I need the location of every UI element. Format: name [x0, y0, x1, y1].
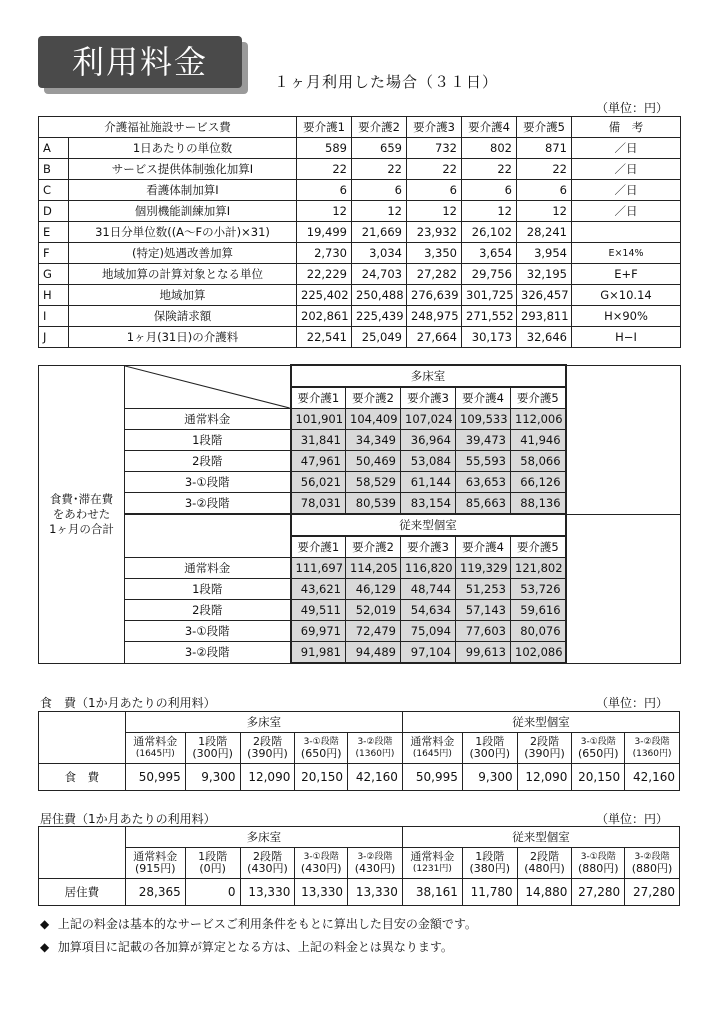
tier-header-cell	[185, 733, 240, 764]
value-cell: 27,280	[625, 879, 680, 906]
row-label: 看護体制加算Ⅰ	[69, 180, 297, 201]
value-cell: 51,253	[456, 579, 511, 600]
value-cell: 114,205	[346, 558, 401, 579]
value-cell: 6	[407, 180, 462, 201]
table-row	[39, 159, 681, 180]
tier-price: (430円)	[247, 862, 288, 875]
tier-header-cell	[402, 733, 462, 764]
value-cell: 23,932	[407, 222, 462, 243]
row-label: 個別機能訓練加算Ⅰ	[69, 201, 297, 222]
tier-header-cell	[462, 848, 517, 879]
side-label-line: 食費･滞在費	[49, 491, 114, 506]
value-cell: 83,154	[401, 493, 456, 515]
note-1-text: 上記の料金は基本的なサービスご利用条件をもとに算出した目安の金額です。	[57, 917, 477, 931]
value-cell: 58,066	[511, 451, 566, 472]
tier-price: (0円)	[199, 862, 226, 875]
value-cell: 42,160	[348, 764, 403, 791]
blank-note-cell	[566, 514, 681, 663]
value-cell: 3,350	[407, 243, 462, 264]
value-cell: 9,300	[185, 764, 240, 791]
value-cell: 85,663	[456, 493, 511, 515]
row-code: F	[39, 243, 69, 264]
tier-label: 2段階	[125, 600, 291, 621]
unit-label: （単位：円）	[596, 101, 669, 115]
tier-name: 2段階	[252, 735, 282, 748]
value-cell: 61,144	[401, 472, 456, 493]
row-label: (特定)処遇改善加算	[69, 243, 297, 264]
tier-header-cell	[462, 733, 517, 764]
value-cell: 22	[297, 159, 352, 180]
tier-name: 1段階	[475, 735, 505, 748]
value-cell: 802	[462, 138, 517, 159]
tier-price: (1645円)	[135, 749, 175, 759]
row-label: 1ヶ月(31日)の介護料	[69, 327, 297, 348]
value-cell: 3,954	[517, 243, 572, 264]
value-cell: 9,300	[462, 764, 517, 791]
tier-name: 3-①段階	[580, 737, 616, 747]
value-cell: 26,102	[462, 222, 517, 243]
row-label: 地域加算の計算対象となる単位	[69, 264, 297, 285]
tier-label: 1段階	[125, 430, 291, 451]
tier-price: (1360円)	[355, 749, 395, 759]
row-code: C	[39, 180, 69, 201]
value-cell: 225,402	[297, 285, 352, 306]
tier-name: 1段階	[475, 850, 505, 863]
value-cell: 22,229	[297, 264, 352, 285]
value-cell: 24,703	[352, 264, 407, 285]
tier-header-cell	[625, 848, 680, 879]
tier-name: 3-②段階	[357, 852, 393, 862]
value-cell: 99,613	[456, 642, 511, 664]
tier-name: 3-②段階	[357, 737, 393, 747]
tier-price: (650円)	[577, 747, 619, 760]
tier-header-cell	[240, 848, 295, 879]
housing-section-title: 居住費（1か月あたりの利用料）	[40, 812, 216, 826]
food-unit: （単位：円）	[596, 696, 669, 710]
value-cell: 112,006	[511, 409, 566, 430]
value-cell: 119,329	[456, 558, 511, 579]
row-label: サービス提供体制強化加算Ⅰ	[69, 159, 297, 180]
room-header-row	[39, 365, 681, 387]
tier-header-cell	[625, 733, 680, 764]
tier-label: 2段階	[125, 451, 291, 472]
value-cell: 102,086	[511, 642, 566, 664]
value-cell: 871	[517, 138, 572, 159]
value-cell: 20,150	[295, 764, 348, 791]
tier-name: 2段階	[530, 850, 560, 863]
combined-fee-table	[38, 364, 681, 664]
row-label: 保険請求額	[69, 306, 297, 327]
tier-label: 3-①段階	[125, 621, 291, 642]
row-code: I	[39, 306, 69, 327]
tier-header-cell	[348, 848, 403, 879]
tier-name: 通常料金	[133, 735, 178, 748]
value-cell: 659	[352, 138, 407, 159]
level-header-cell: 要介護1	[291, 387, 346, 409]
value-cell: 22	[517, 159, 572, 180]
room-type-header: 従来型個室	[291, 514, 566, 536]
row-label: 地域加算	[69, 285, 297, 306]
housing-fee-table	[38, 826, 680, 906]
value-cell: 12,090	[517, 764, 572, 791]
value-cell: 589	[297, 138, 352, 159]
tier-price: (390円)	[247, 747, 288, 760]
title-box	[38, 36, 246, 90]
tier-price: (390円)	[524, 747, 565, 760]
header-cell: 要介護3	[407, 117, 462, 138]
value-cell: 6	[352, 180, 407, 201]
table-row	[39, 764, 680, 791]
tier-header-cell	[517, 848, 572, 879]
value-cell: 301,725	[462, 285, 517, 306]
value-cell: 276,639	[407, 285, 462, 306]
level-header-cell: 要介護1	[291, 536, 346, 558]
tier-label: 通常料金	[125, 409, 291, 430]
value-cell: 12	[517, 201, 572, 222]
tier-price: (915円)	[135, 862, 176, 875]
row-note: ／日	[572, 201, 681, 222]
room-group-header: 多床室	[125, 712, 402, 733]
tier-price: (1360円)	[632, 749, 672, 759]
row-label: 居住費	[39, 879, 126, 906]
food-fee-table	[38, 711, 680, 791]
row-note: ／日	[572, 138, 681, 159]
diagonal-line	[125, 366, 290, 408]
tier-price: (380円)	[469, 862, 511, 875]
row-code: J	[39, 327, 69, 348]
value-cell: 116,820	[401, 558, 456, 579]
blank-label-cell	[125, 514, 291, 558]
main-fee-table	[38, 116, 681, 348]
value-cell: 94,489	[346, 642, 401, 664]
value-cell: 88,136	[511, 493, 566, 515]
value-cell: 6	[297, 180, 352, 201]
value-cell: 22	[352, 159, 407, 180]
value-cell: 12	[462, 201, 517, 222]
tier-name: 1段階	[198, 850, 228, 863]
tier-label: 3-②段階	[125, 642, 291, 664]
value-cell: 21,669	[352, 222, 407, 243]
group-header-row	[39, 712, 680, 733]
table-header-row	[39, 117, 681, 138]
value-cell: 53,084	[401, 451, 456, 472]
value-cell: 55,593	[456, 451, 511, 472]
value-cell: 109,533	[456, 409, 511, 430]
value-cell: 27,664	[407, 327, 462, 348]
value-cell: 27,280	[572, 879, 625, 906]
level-header-cell: 要介護3	[401, 387, 456, 409]
tier-header-cell	[295, 733, 348, 764]
tier-price: (430円)	[300, 862, 342, 875]
value-cell: 39,473	[456, 430, 511, 451]
tier-header-cell	[240, 733, 295, 764]
value-cell: 69,971	[291, 621, 346, 642]
row-label: 31日分単位数((A～Fの小計)×31)	[69, 222, 297, 243]
tier-header-cell	[125, 733, 185, 764]
tier-header-cell	[125, 848, 185, 879]
tier-name: 通常料金	[133, 850, 178, 863]
room-type-header: 多床室	[291, 365, 566, 387]
tier-header-row	[39, 733, 680, 764]
value-cell: 271,552	[462, 306, 517, 327]
row-label: 食 費	[39, 764, 126, 791]
value-cell: 54,634	[401, 600, 456, 621]
room-header-row	[39, 514, 681, 536]
group-header-row	[39, 827, 680, 848]
row-note: H−I	[572, 327, 681, 348]
tier-header-cell	[348, 733, 403, 764]
value-cell: 248,975	[407, 306, 462, 327]
tier-name: 1段階	[198, 735, 228, 748]
note-2	[40, 938, 453, 955]
value-cell: 250,488	[352, 285, 407, 306]
page-subtitle: １ヶ月利用した場合（３１日）	[274, 73, 499, 91]
header-cell: 要介護1	[297, 117, 352, 138]
table-row	[39, 327, 681, 348]
row-code: A	[39, 138, 69, 159]
tier-header-cell	[572, 733, 625, 764]
tier-price: (300円)	[192, 747, 233, 760]
row-code: B	[39, 159, 69, 180]
header-cell: 介護福祉施設サービス費	[39, 117, 297, 138]
value-cell: 34,349	[346, 430, 401, 451]
tier-price: (880円)	[577, 862, 619, 875]
value-cell: 111,697	[291, 558, 346, 579]
value-cell: 80,539	[346, 493, 401, 515]
value-cell: 66,126	[511, 472, 566, 493]
value-cell: 104,409	[346, 409, 401, 430]
value-cell: 14,880	[517, 879, 572, 906]
room-group-header: 従来型個室	[402, 827, 679, 848]
value-cell: 32,646	[517, 327, 572, 348]
row-note: E×14%	[572, 243, 681, 264]
value-cell: 3,654	[462, 243, 517, 264]
diagonal-cell	[125, 365, 291, 409]
bullet-diamond-icon: ◆	[40, 917, 50, 931]
value-cell: 6	[517, 180, 572, 201]
value-cell: 53,726	[511, 579, 566, 600]
value-cell: 46,129	[346, 579, 401, 600]
tier-name: 3-②段階	[634, 737, 670, 747]
value-cell: 732	[407, 138, 462, 159]
value-cell: 12	[407, 201, 462, 222]
tier-name: 2段階	[530, 735, 560, 748]
table-row	[39, 264, 681, 285]
value-cell: 30,173	[462, 327, 517, 348]
value-cell: 56,021	[291, 472, 346, 493]
tier-name: 3-①段階	[580, 852, 616, 862]
value-cell: 25,049	[352, 327, 407, 348]
blank-corner-cell	[39, 712, 126, 764]
value-cell: 43,621	[291, 579, 346, 600]
row-note: G×10.14	[572, 285, 681, 306]
header-cell: 要介護5	[517, 117, 572, 138]
tier-name: 通常料金	[410, 850, 455, 863]
row-note: H×90%	[572, 306, 681, 327]
value-cell: 121,802	[511, 558, 566, 579]
tier-name: 通常料金	[410, 735, 455, 748]
value-cell: 107,024	[401, 409, 456, 430]
table-row	[39, 180, 681, 201]
side-label-line: をあわせた	[52, 506, 111, 521]
tier-label: 通常料金	[125, 558, 291, 579]
value-cell: 80,076	[511, 621, 566, 642]
level-header-cell: 要介護3	[401, 536, 456, 558]
food-section-title: 食 費（1か月あたりの利用料）	[40, 696, 216, 710]
level-header-cell: 要介護4	[456, 536, 511, 558]
value-cell: 38,161	[402, 879, 462, 906]
header-cell: 要介護2	[352, 117, 407, 138]
value-cell: 50,995	[402, 764, 462, 791]
row-code: E	[39, 222, 69, 243]
value-cell: 97,104	[401, 642, 456, 664]
value-cell: 22	[462, 159, 517, 180]
value-cell: 3,034	[352, 243, 407, 264]
housing-unit: （単位：円）	[596, 812, 669, 826]
value-cell: 47,961	[291, 451, 346, 472]
header-cell: 要介護4	[462, 117, 517, 138]
value-cell: 75,094	[401, 621, 456, 642]
combined-side-label	[39, 365, 125, 663]
table-row	[39, 243, 681, 264]
row-label: 1日あたりの単位数	[69, 138, 297, 159]
tier-price: (1231円)	[412, 864, 452, 874]
table-row	[39, 222, 681, 243]
value-cell: 32,195	[517, 264, 572, 285]
level-header-cell: 要介護4	[456, 387, 511, 409]
row-note: ／日	[572, 159, 681, 180]
value-cell: 225,439	[352, 306, 407, 327]
value-cell: 27,282	[407, 264, 462, 285]
value-cell: 49,511	[291, 600, 346, 621]
value-cell: 29,756	[462, 264, 517, 285]
tier-header-cell	[402, 848, 462, 879]
tier-header-cell	[572, 848, 625, 879]
tier-name: 2段階	[252, 850, 282, 863]
bullet-diamond-icon: ◆	[40, 940, 50, 954]
tier-name: 3-②段階	[634, 852, 670, 862]
table-row	[39, 138, 681, 159]
side-label-line: 1ヶ月の合計	[49, 521, 114, 536]
value-cell: 6	[462, 180, 517, 201]
value-cell: 101,901	[291, 409, 346, 430]
row-note: E+F	[572, 264, 681, 285]
tier-name: 3-①段階	[303, 737, 339, 747]
room-group-header: 従来型個室	[402, 712, 679, 733]
value-cell: 20,150	[572, 764, 625, 791]
room-group-header: 多床室	[125, 827, 402, 848]
level-header-cell: 要介護2	[346, 387, 401, 409]
note-1	[40, 915, 477, 932]
value-cell: 72,479	[346, 621, 401, 642]
value-cell: 11,780	[462, 879, 517, 906]
value-cell: 91,981	[291, 642, 346, 664]
tier-price: (1645円)	[412, 749, 452, 759]
value-cell: 202,861	[297, 306, 352, 327]
value-cell: 58,529	[346, 472, 401, 493]
value-cell: 0	[185, 879, 240, 906]
value-cell: 13,330	[240, 879, 295, 906]
value-cell: 52,019	[346, 600, 401, 621]
table-row	[39, 285, 681, 306]
value-cell: 13,330	[348, 879, 403, 906]
row-note	[572, 222, 681, 243]
page-title: 利用料金	[38, 36, 242, 88]
tier-header-cell	[295, 848, 348, 879]
value-cell: 326,457	[517, 285, 572, 306]
value-cell: 48,744	[401, 579, 456, 600]
tier-price: (300円)	[469, 747, 511, 760]
value-cell: 41,946	[511, 430, 566, 451]
value-cell: 50,469	[346, 451, 401, 472]
blank-note-cell	[566, 365, 681, 514]
value-cell: 57,143	[456, 600, 511, 621]
value-cell: 78,031	[291, 493, 346, 515]
table-row	[39, 306, 681, 327]
tier-price: (880円)	[631, 862, 673, 875]
level-header-cell: 要介護2	[346, 536, 401, 558]
value-cell: 12	[352, 201, 407, 222]
value-cell: 12,090	[240, 764, 295, 791]
value-cell: 22	[407, 159, 462, 180]
tier-label: 1段階	[125, 579, 291, 600]
row-note: ／日	[572, 180, 681, 201]
tier-label: 3-①段階	[125, 472, 291, 493]
tier-label: 3-②段階	[125, 493, 291, 515]
value-cell: 36,964	[401, 430, 456, 451]
blank-corner-cell	[39, 827, 126, 879]
value-cell: 28,241	[517, 222, 572, 243]
tier-name: 3-①段階	[303, 852, 339, 862]
value-cell: 22,541	[297, 327, 352, 348]
value-cell: 13,330	[295, 879, 348, 906]
table-row	[39, 879, 680, 906]
value-cell: 59,616	[511, 600, 566, 621]
tier-header-cell	[185, 848, 240, 879]
level-header-cell: 要介護5	[511, 536, 566, 558]
value-cell: 63,653	[456, 472, 511, 493]
row-code: D	[39, 201, 69, 222]
tier-price: (480円)	[524, 862, 565, 875]
value-cell: 19,499	[297, 222, 352, 243]
level-header-cell: 要介護5	[511, 387, 566, 409]
tier-price: (430円)	[354, 862, 396, 875]
tier-price: (650円)	[300, 747, 342, 760]
value-cell: 28,365	[125, 879, 185, 906]
value-cell: 50,995	[125, 764, 185, 791]
header-cell: 備 考	[572, 117, 681, 138]
row-code: H	[39, 285, 69, 306]
tier-header-cell	[517, 733, 572, 764]
value-cell: 2,730	[297, 243, 352, 264]
table-row	[39, 201, 681, 222]
note-2-text: 加算項目に記載の各加算が算定となる方は、上記の料金とは異なります。	[57, 940, 453, 954]
value-cell: 77,603	[456, 621, 511, 642]
value-cell: 293,811	[517, 306, 572, 327]
value-cell: 42,160	[625, 764, 680, 791]
value-cell: 31,841	[291, 430, 346, 451]
tier-header-row	[39, 848, 680, 879]
row-code: G	[39, 264, 69, 285]
value-cell: 12	[297, 201, 352, 222]
